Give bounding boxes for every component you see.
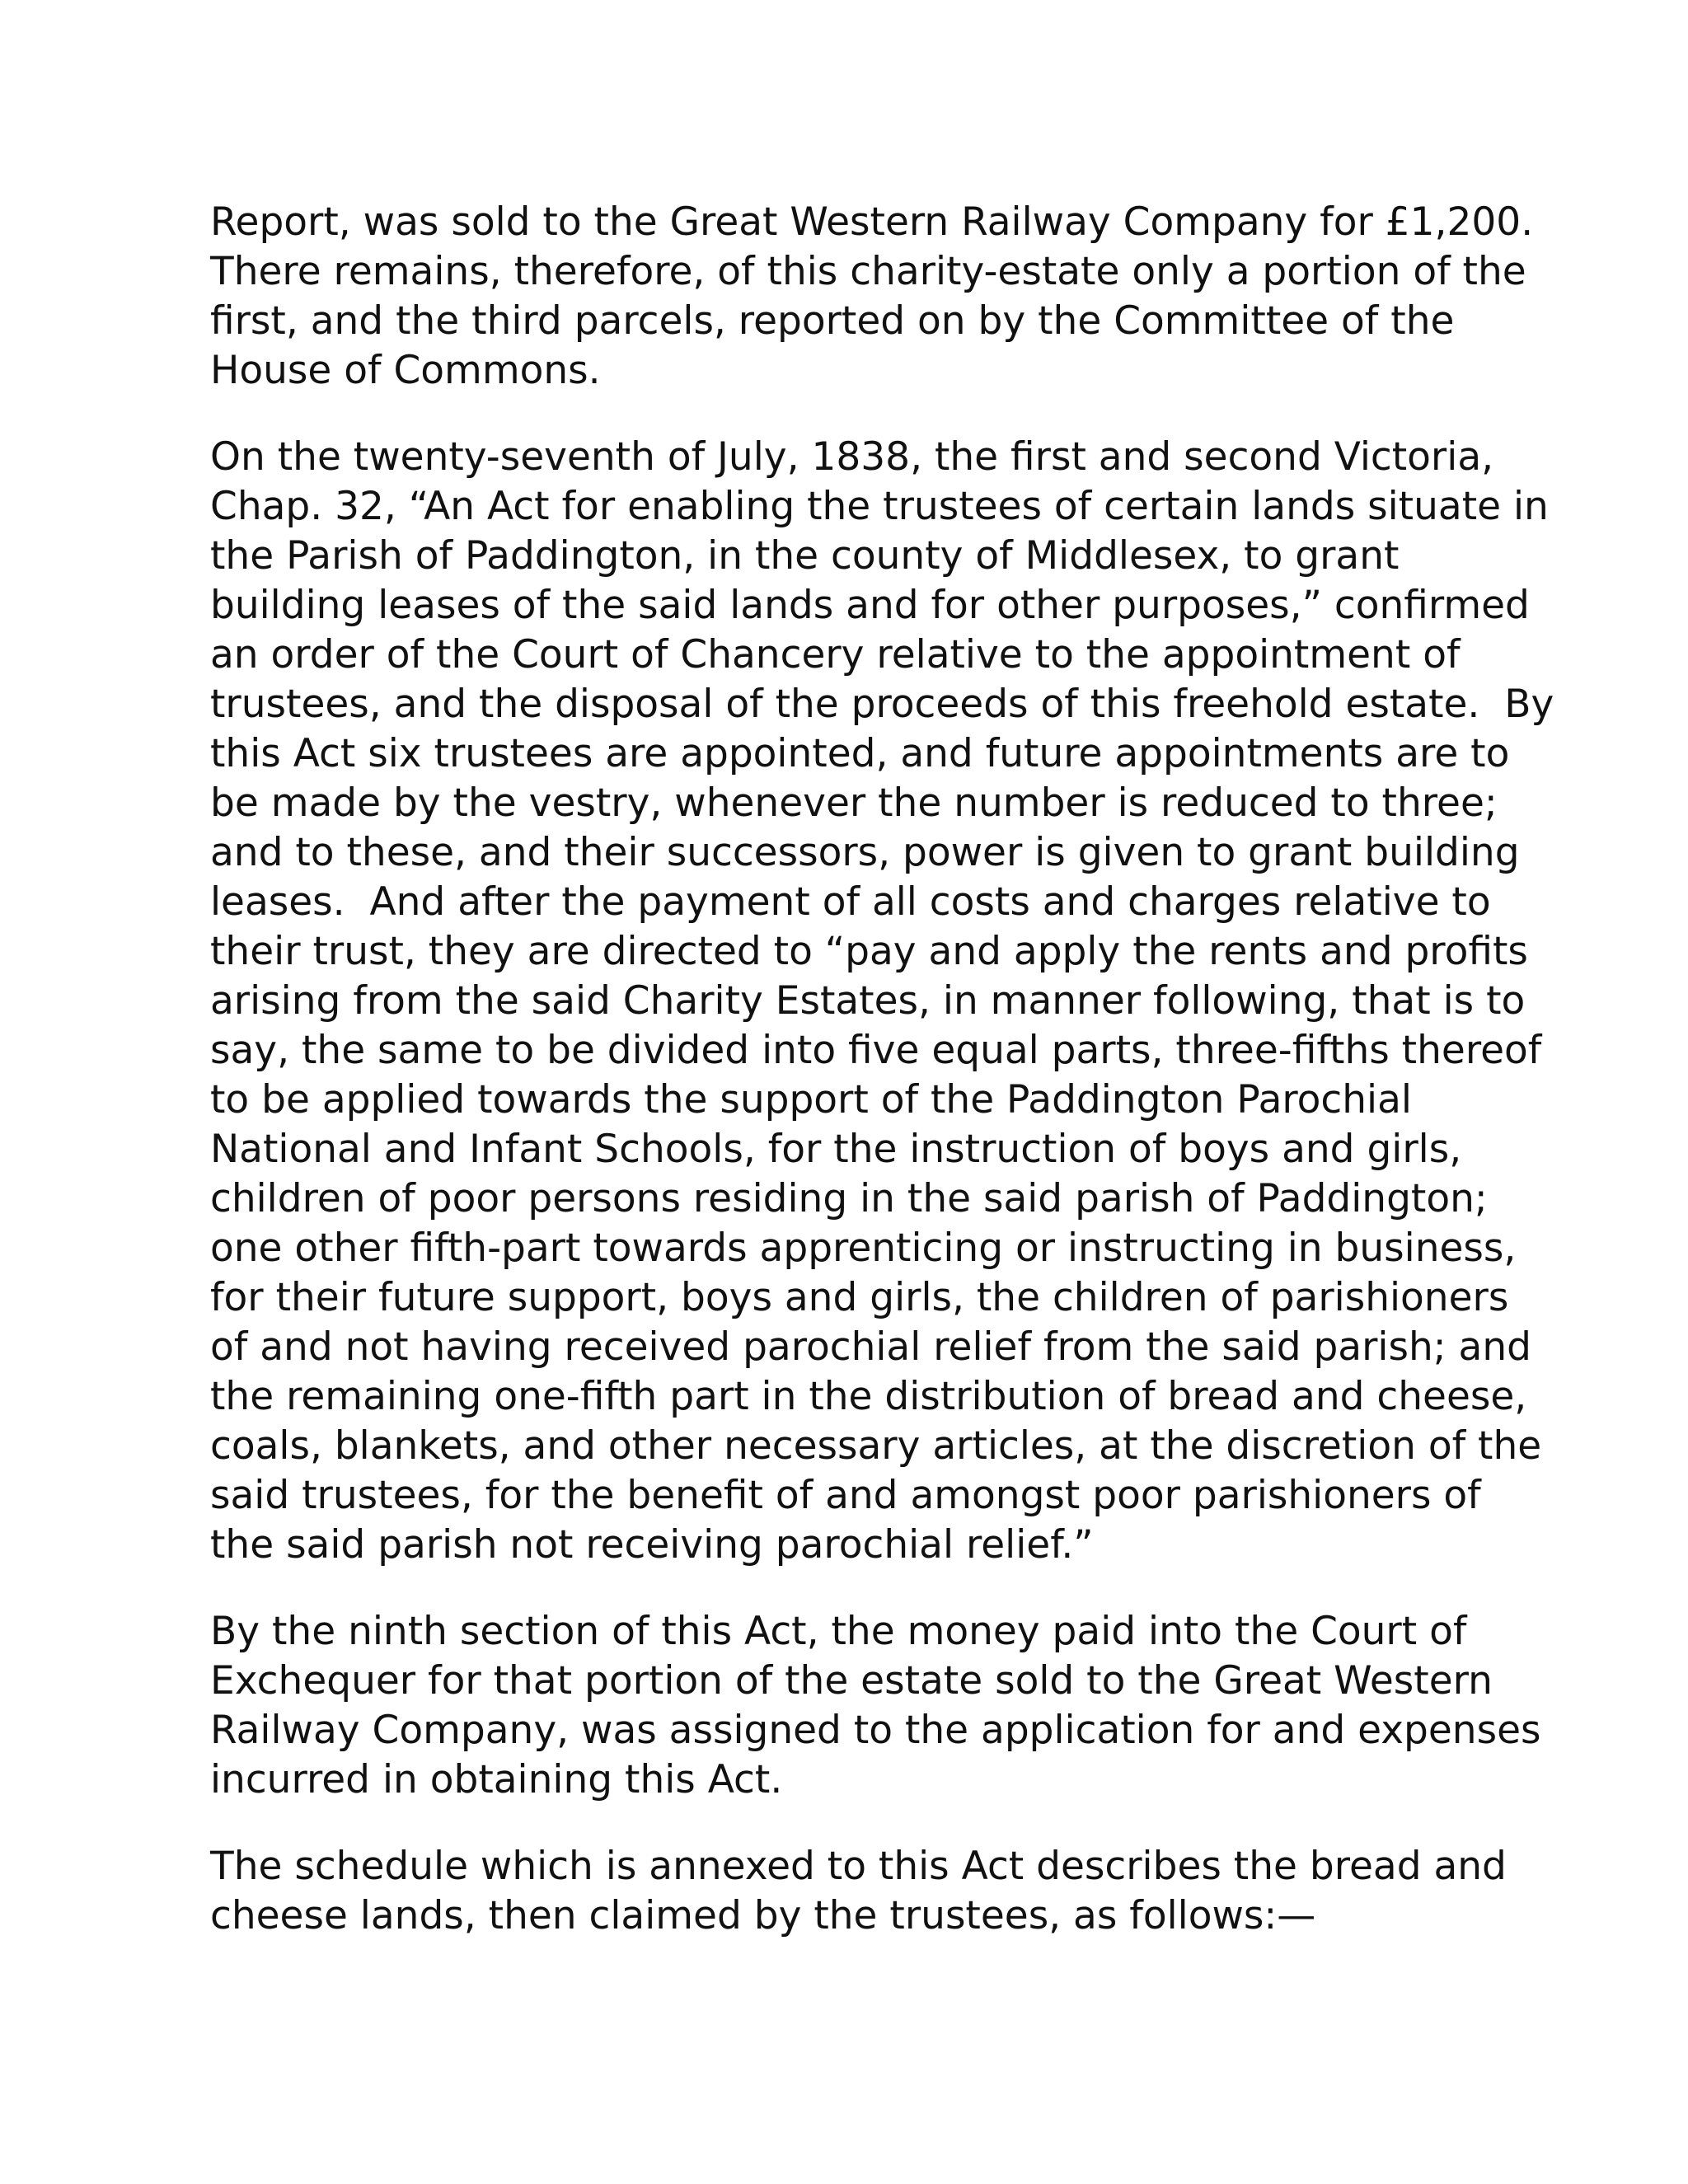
text-line: arising from the said Charity Estates, in manner following, that is to <box>210 978 1526 1024</box>
paragraph-2 <box>210 433 1554 1570</box>
text-line: the said parish not receiving parochial relief.” <box>210 1522 1094 1568</box>
text-line: the Parish of Paddington, in the county of Middlesex, to grant <box>210 533 1400 579</box>
text-line: to be applied towards the support of the Paddington Parochial <box>210 1077 1412 1122</box>
text-line: for their future support, boys and girls, the children of parishioners <box>210 1275 1509 1320</box>
text-line: trustees, and the disposal of the proceeds of this freehold estate. By <box>210 682 1554 727</box>
text-line: said trustees, for the benefit of and amongst poor parishioners of <box>210 1473 1481 1518</box>
text-line: their trust, they are directed to “pay and apply the rents and profits <box>210 929 1528 974</box>
text-line: incurred in obtaining this Act. <box>210 1757 783 1802</box>
text-line: cheese lands, then claimed by the trustees, as follows:— <box>210 1893 1316 1938</box>
text-line: Railway Company, was assigned to the application for and expenses <box>210 1708 1541 1753</box>
paragraph-3 <box>210 1607 1541 1805</box>
text-line: this Act six trustees are appointed, and future appointments are to <box>210 731 1510 776</box>
paragraph-4 <box>210 1842 1507 1941</box>
text-line: an order of the Court of Chancery relative to the appointment of <box>210 632 1461 677</box>
text-line: one other fifth-part towards apprenticing or instructing in business, <box>210 1226 1517 1271</box>
text-line: be made by the vestry, whenever the number is reduced to three; <box>210 780 1498 826</box>
text-line: Chap. 32, “An Act for enabling the trustees of certain lands situate in <box>210 484 1549 529</box>
text-line: the remaining one-fifth part in the distribution of bread and cheese, <box>210 1374 1527 1419</box>
text-line: of and not having received parochial relief from the said parish; and <box>210 1324 1531 1370</box>
text-line: National and Infant Schools, for the instruction of boys and girls, <box>210 1127 1462 1172</box>
text-line: Exchequer for that portion of the estate sold to the Great Western <box>210 1658 1493 1704</box>
text-line: children of poor persons residing in the said parish of Paddington; <box>210 1176 1488 1221</box>
text-line: first, and the third parcels, reported on by the Committee of the <box>210 298 1455 344</box>
text-line: Report, was sold to the Great Western Railway Company for £1,200. <box>210 199 1534 245</box>
text-line: On the twenty-seventh of July, 1838, the first and second Victoria, <box>210 434 1494 480</box>
document-page <box>210 198 1554 1978</box>
text-line: There remains, therefore, of this charity-estate only a portion of the <box>210 249 1526 294</box>
text-line: By the ninth section of this Act, the money paid into the Court of <box>210 1609 1467 1654</box>
text-line: building leases of the said lands and for other purposes,” confirmed <box>210 583 1530 628</box>
text-line: leases. And after the payment of all costs and charges relative to <box>210 879 1491 925</box>
text-line: House of Commons. <box>210 348 601 393</box>
paragraph-1 <box>210 198 1534 396</box>
text-line: and to these, and their successors, power is given to grant building <box>210 830 1520 875</box>
text-line: coals, blankets, and other necessary articles, at the discretion of the <box>210 1423 1542 1469</box>
text-line: say, the same to be divided into five equal parts, three-fifths thereof <box>210 1028 1542 1073</box>
text-line: The schedule which is annexed to this Act describes the bread and <box>210 1844 1507 1889</box>
